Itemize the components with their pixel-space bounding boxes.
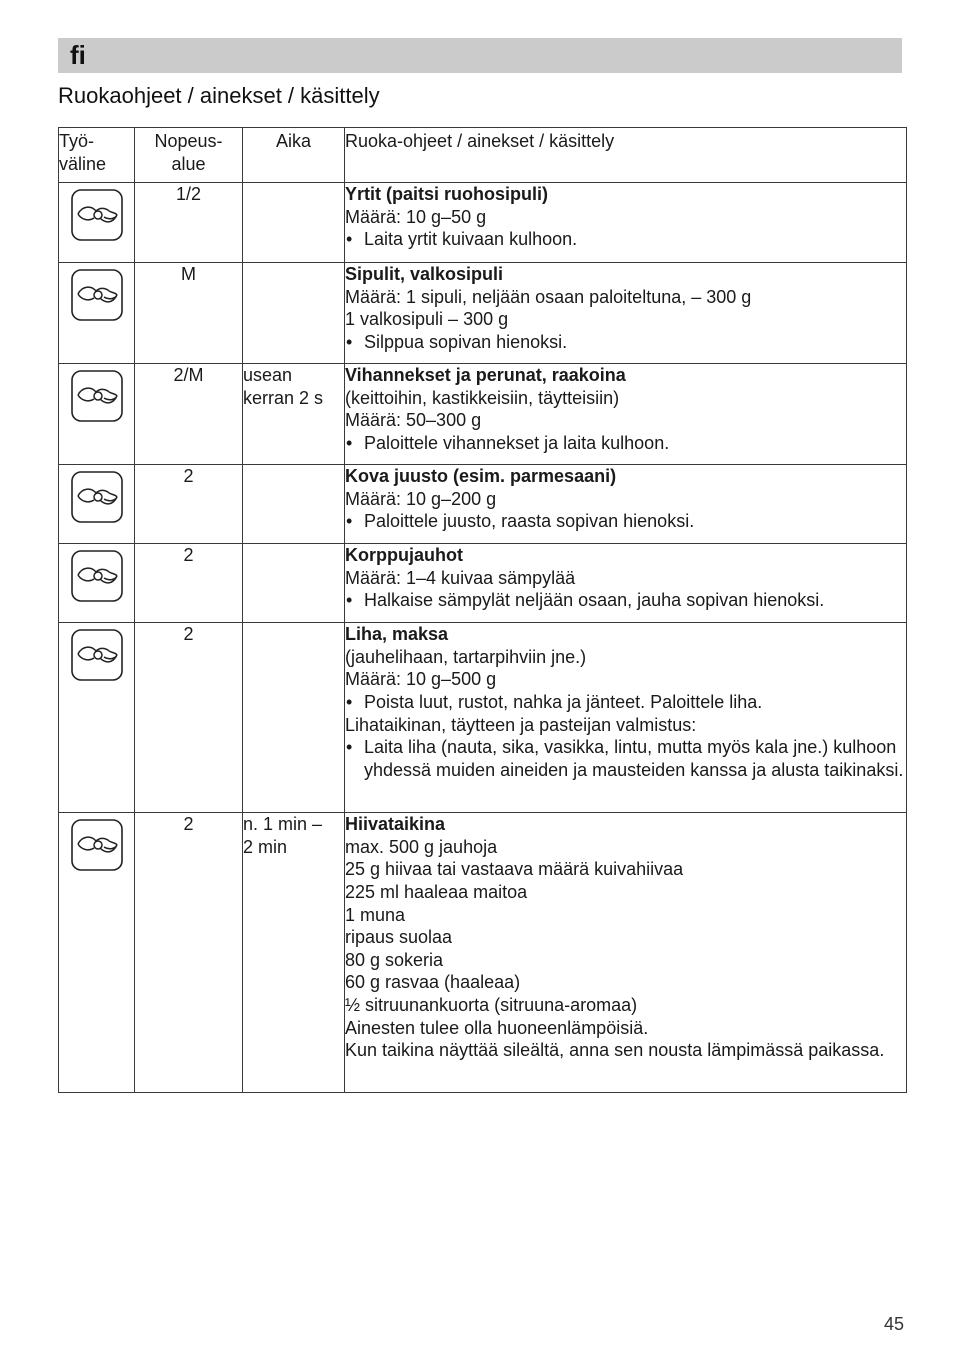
recipe-line: Lihataikinan, täytteen ja pasteijan valmistus: <box>345 714 697 735</box>
table-row <box>59 544 907 623</box>
header-tool: Työ- väline <box>59 128 135 183</box>
blade-icon <box>71 269 123 321</box>
instruction-bullet: • Halkaise sämpylät neljään osaan, jauha sopivan hienoksi. <box>345 589 906 612</box>
recipe-line: max. 500 g jauhoja <box>345 836 498 857</box>
recipe-line: 25 g hiivaa tai vastaava määrä kuivahiivaa <box>345 859 684 880</box>
recipe-line: Määrä: 1–4 kuivaa sämpylää <box>345 567 576 588</box>
recipe-line: 60 g rasvaa (haaleaa) <box>345 972 521 993</box>
recipe-line: 225 ml haaleaa maitoa <box>345 881 528 902</box>
table-header-row <box>59 128 907 183</box>
instruction-bullet: • Laita liha (nauta, sika, vasikka, lintu, mutta myös kala jne.) kulhoon yhdessä muiden aineiden ja mausteiden kanssa ja alusta taikinaksi. <box>345 736 906 781</box>
description-cell <box>345 813 907 1093</box>
recipe-line: Ainesten tulee olla huoneenlämpöisiä. <box>345 1017 649 1038</box>
recipe-line: (keittoihin, kastikkeisiin, täytteisiin) <box>345 387 620 408</box>
recipe-line: ½ sitruunankuorta (sitruuna-aromaa) <box>345 994 638 1015</box>
description-cell <box>345 263 907 364</box>
tool-cell <box>59 544 135 623</box>
speed-cell: M <box>135 263 243 364</box>
speed-cell: 1/2 <box>135 183 243 263</box>
recipe-line: 1 muna <box>345 904 406 925</box>
description-cell <box>345 364 907 465</box>
recipe-title: Yrtit (paitsi ruohosipuli) <box>345 184 548 205</box>
time-cell <box>243 623 345 813</box>
instruction-bullet: • Paloittele vihannekset ja laita kulhoon. <box>345 432 906 455</box>
recipe-line: (jauhelihaan, tartarpihviin jne.) <box>345 646 587 667</box>
language-bar <box>58 38 902 73</box>
recipe-line: 80 g sokeria <box>345 949 444 970</box>
recipe-title: Hiivataikina <box>345 814 446 835</box>
page-number: 45 <box>883 1314 904 1334</box>
recipe-line: Määrä: 1 sipuli, neljään osaan paloiteltuna, – 300 g <box>345 286 752 307</box>
tool-cell <box>59 465 135 544</box>
tool-cell <box>59 364 135 465</box>
recipe-line: Kun taikina näyttää sileältä, anna sen nousta lämpimässä paikassa. <box>345 1040 885 1061</box>
time-cell: usean kerran 2 s <box>243 364 345 465</box>
time-cell <box>243 263 345 364</box>
recipe-rows <box>59 183 907 1093</box>
recipe-table <box>58 127 907 1093</box>
instruction-bullet: • Silppua sopivan hienoksi. <box>345 331 906 354</box>
time-cell <box>243 183 345 263</box>
recipe-line: Määrä: 10 g–500 g <box>345 669 497 690</box>
description-cell <box>345 623 907 813</box>
table-row <box>59 183 907 263</box>
recipe-title: Korppujauhot <box>345 545 463 566</box>
table-row <box>59 813 907 1093</box>
tool-cell <box>59 623 135 813</box>
speed-cell: 2 <box>135 623 243 813</box>
recipe-title: Kova juusto (esim. parmesaani) <box>345 466 617 487</box>
speed-cell: 2 <box>135 813 243 1093</box>
recipe-title: Sipulit, valkosipuli <box>345 264 504 285</box>
header-time: Aika <box>243 128 345 183</box>
time-cell: n. 1 min – 2 min <box>243 813 345 1093</box>
table-row <box>59 465 907 544</box>
blade-icon <box>71 471 123 523</box>
blade-icon <box>71 370 123 422</box>
table-row <box>59 623 907 813</box>
description-cell <box>345 465 907 544</box>
instruction-bullet: • Laita yrtit kuivaan kulhoon. <box>345 228 906 251</box>
recipe-line: Määrä: 10 g–50 g <box>345 206 487 227</box>
recipe-line: Määrä: 50–300 g <box>345 410 482 431</box>
tool-cell <box>59 263 135 364</box>
tool-cell <box>59 813 135 1093</box>
blade-icon <box>71 819 123 871</box>
blade-icon <box>71 189 123 241</box>
description-cell <box>345 183 907 263</box>
description-cell <box>345 544 907 623</box>
page-title: Ruokaohjeet / ainekset / käsittely <box>58 83 380 108</box>
instruction-bullet: • Poista luut, rustot, nahka ja jänteet. Paloittele liha. <box>345 691 906 714</box>
speed-cell: 2/M <box>135 364 243 465</box>
tool-cell <box>59 183 135 263</box>
recipe-line: ripaus suolaa <box>345 927 453 948</box>
header-speed: Nopeus- alue <box>135 128 243 183</box>
time-cell <box>243 465 345 544</box>
recipe-title: Liha, maksa <box>345 624 449 645</box>
time-cell <box>243 544 345 623</box>
table-row <box>59 364 907 465</box>
instruction-bullet: • Paloittele juusto, raasta sopivan hienoksi. <box>345 510 906 533</box>
blade-icon <box>71 550 123 602</box>
speed-cell: 2 <box>135 544 243 623</box>
table-row <box>59 263 907 364</box>
recipe-title: Vihannekset ja perunat, raakoina <box>345 365 626 386</box>
language-code: fi <box>70 40 86 70</box>
recipe-line: Määrä: 10 g–200 g <box>345 488 497 509</box>
blade-icon <box>71 629 123 681</box>
speed-cell: 2 <box>135 465 243 544</box>
recipe-line: 1 valkosipuli – 300 g <box>345 309 509 330</box>
header-description: Ruoka-ohjeet / ainekset / käsittely <box>345 128 907 183</box>
